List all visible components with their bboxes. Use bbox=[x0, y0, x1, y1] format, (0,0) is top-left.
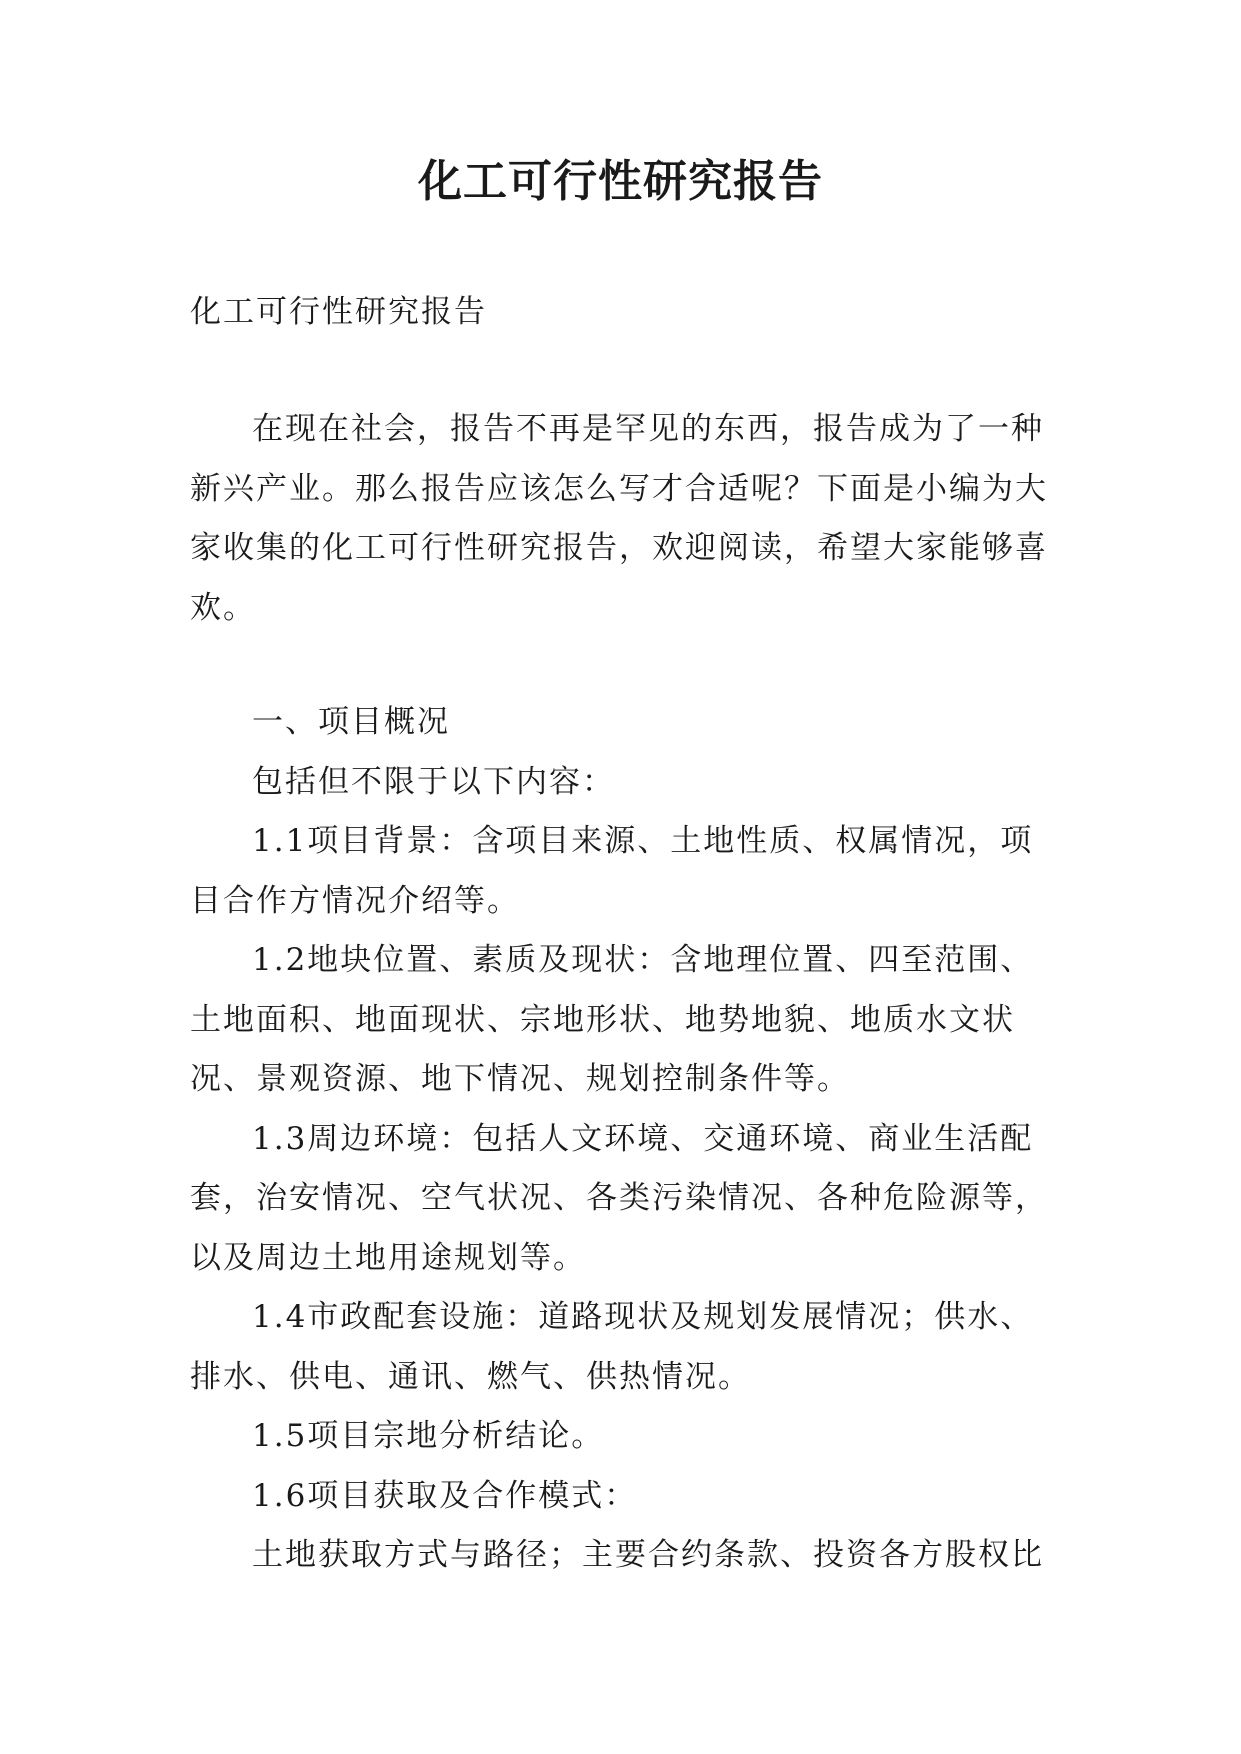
body-paragraph: 土地获取方式与路径；主要合约条款、投资各方股权比 bbox=[252, 1537, 1044, 1573]
body-paragraph: 1.5项目宗地分析结论。 bbox=[252, 1418, 605, 1454]
document-subtitle: 化工可行性研究报告 bbox=[190, 294, 487, 330]
section-heading: 一、项目概况 bbox=[252, 704, 450, 740]
intro-section bbox=[190, 400, 1056, 638]
body-paragraph: 1.6项目获取及合作模式： bbox=[252, 1477, 638, 1514]
intro-paragraph: 在现在社会，报告不再是罕见的东西，报告成为了一种新兴产业。那么报告应该怎么写才合适呢？下面是小编为大家收集的化工可行性研究报告，欢迎阅读，希望大家能够喜欢。 bbox=[190, 411, 1048, 626]
body-paragraph: 包括但不限于以下内容： bbox=[252, 763, 615, 800]
document-title: 化工可行性研究报告 bbox=[418, 156, 823, 207]
body-paragraph: 1.3周边环境：包括人文环境、交通环境、商业生活配套，治安情况、空气状况、各类污染情况、各种危险源等，以及周边土地用途规划等。 bbox=[190, 1120, 1048, 1276]
body-paragraph: 1.2地块位置、素质及现状：含地理位置、四至范围、土地面积、地面现状、宗地形状、地势地貌、地质水文状况、景观资源、地下情况、规划控制条件等。 bbox=[190, 942, 1034, 1097]
body-paragraph: 1.4市政配套设施：道路现状及规划发展情况；供水、排水、供电、通讯、燃气、供热情况。 bbox=[190, 1299, 1034, 1395]
body-paragraph: 1.1项目背景：含项目来源、土地性质、权属情况，项目合作方情况介绍等。 bbox=[190, 823, 1034, 919]
project-overview-section bbox=[190, 693, 1056, 1586]
